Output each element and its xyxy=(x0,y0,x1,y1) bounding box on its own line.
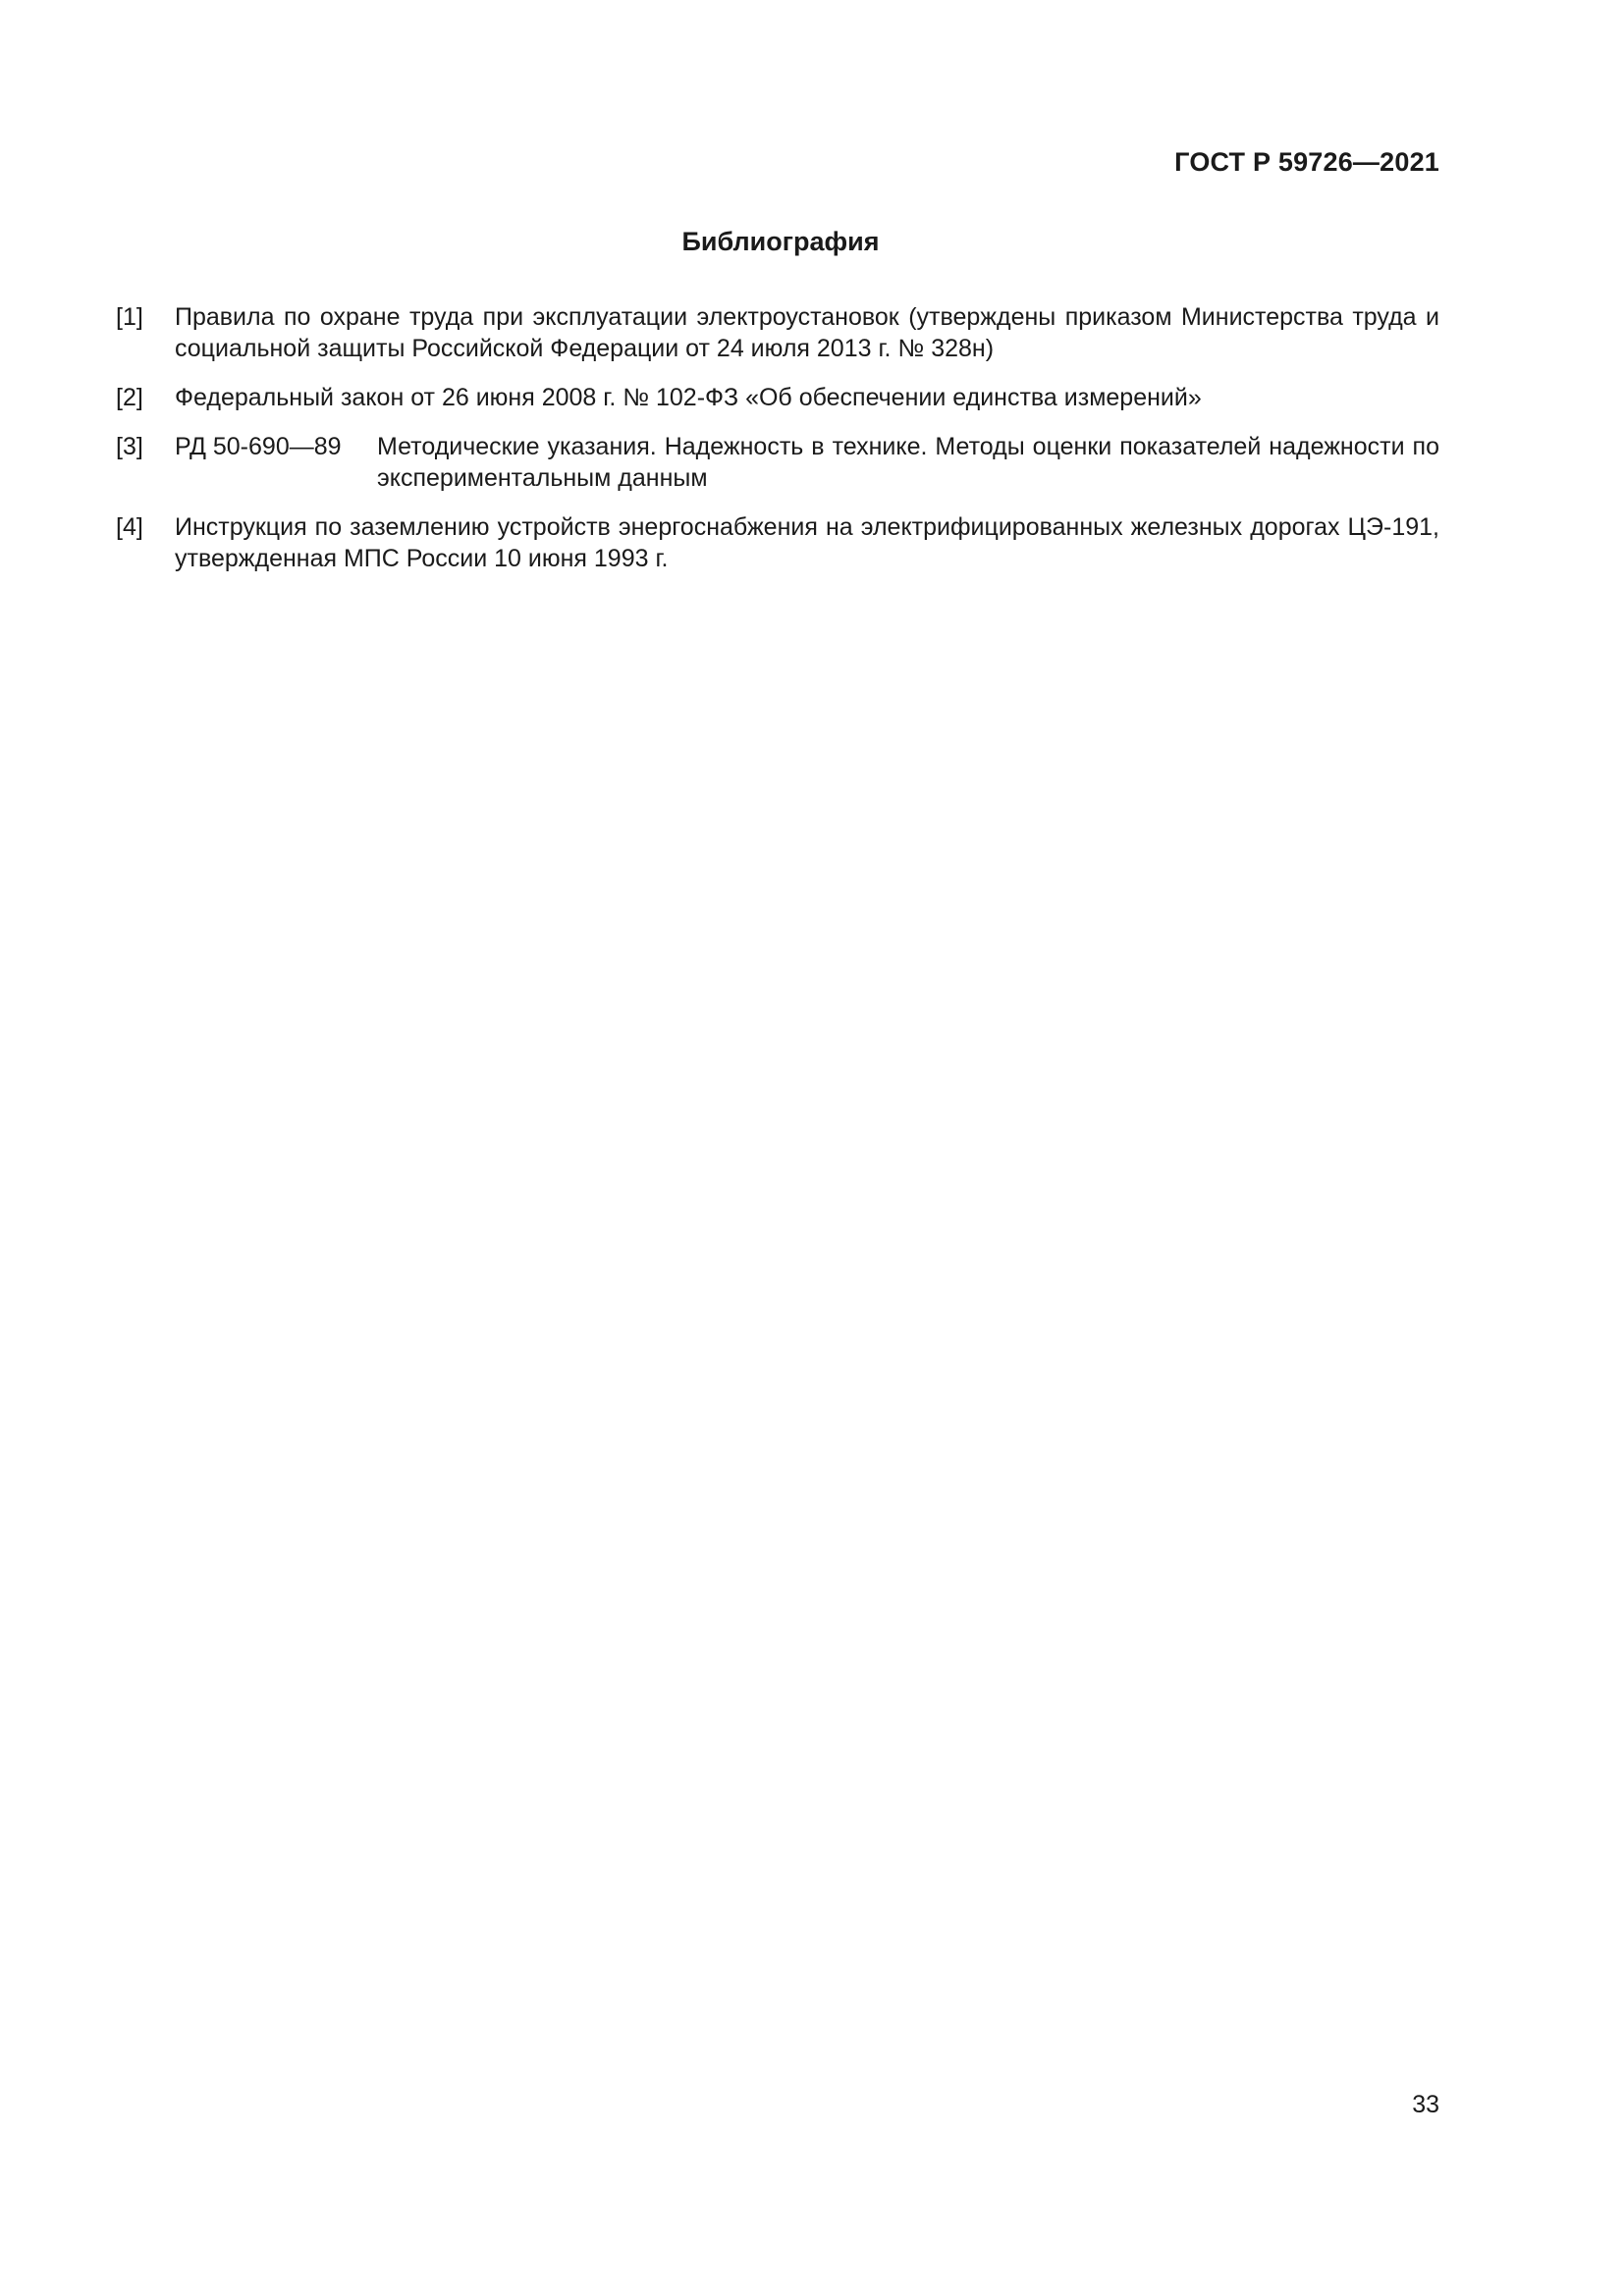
entry-number: [4] xyxy=(116,513,143,541)
entry-text: Методические указания. Надежность в технике. Методы оценки показателей надежности по экспериментальным данным xyxy=(377,433,1439,492)
entry-number: [2] xyxy=(116,384,143,411)
page-number: 33 xyxy=(1412,2091,1439,2118)
entry-text: Правила по охране труда при эксплуатации электроустановок (утверждены приказом Министерства труда и социальной защиты Российской Федерации от 24 июля 2013 г. № 328н) xyxy=(175,303,1439,362)
bibliography-title: Библиография xyxy=(681,227,880,256)
bibliography-entry-3 xyxy=(116,431,1439,494)
bibliography-entry-1 xyxy=(116,301,1439,364)
bibliography-entry-4 xyxy=(116,511,1439,574)
entry-text: Федеральный закон от 26 июня 2008 г. № 102-ФЗ «Об обеспечении единства измерений» xyxy=(175,384,1202,411)
bibliography-entry-2 xyxy=(116,382,1439,413)
entry-document-code: РД 50-690—89 xyxy=(175,433,342,460)
entry-text: Инструкция по заземлению устройств энергоснабжения на электрифицированных железных дорогах ЦЭ-191, утвержденная МПС России 10 июня 1993 г. xyxy=(175,513,1439,572)
entry-number: [1] xyxy=(116,303,143,331)
entry-number: [3] xyxy=(116,433,143,460)
standard-code-header: ГОСТ Р 59726—2021 xyxy=(1174,147,1439,177)
bibliography-list xyxy=(116,301,1439,592)
